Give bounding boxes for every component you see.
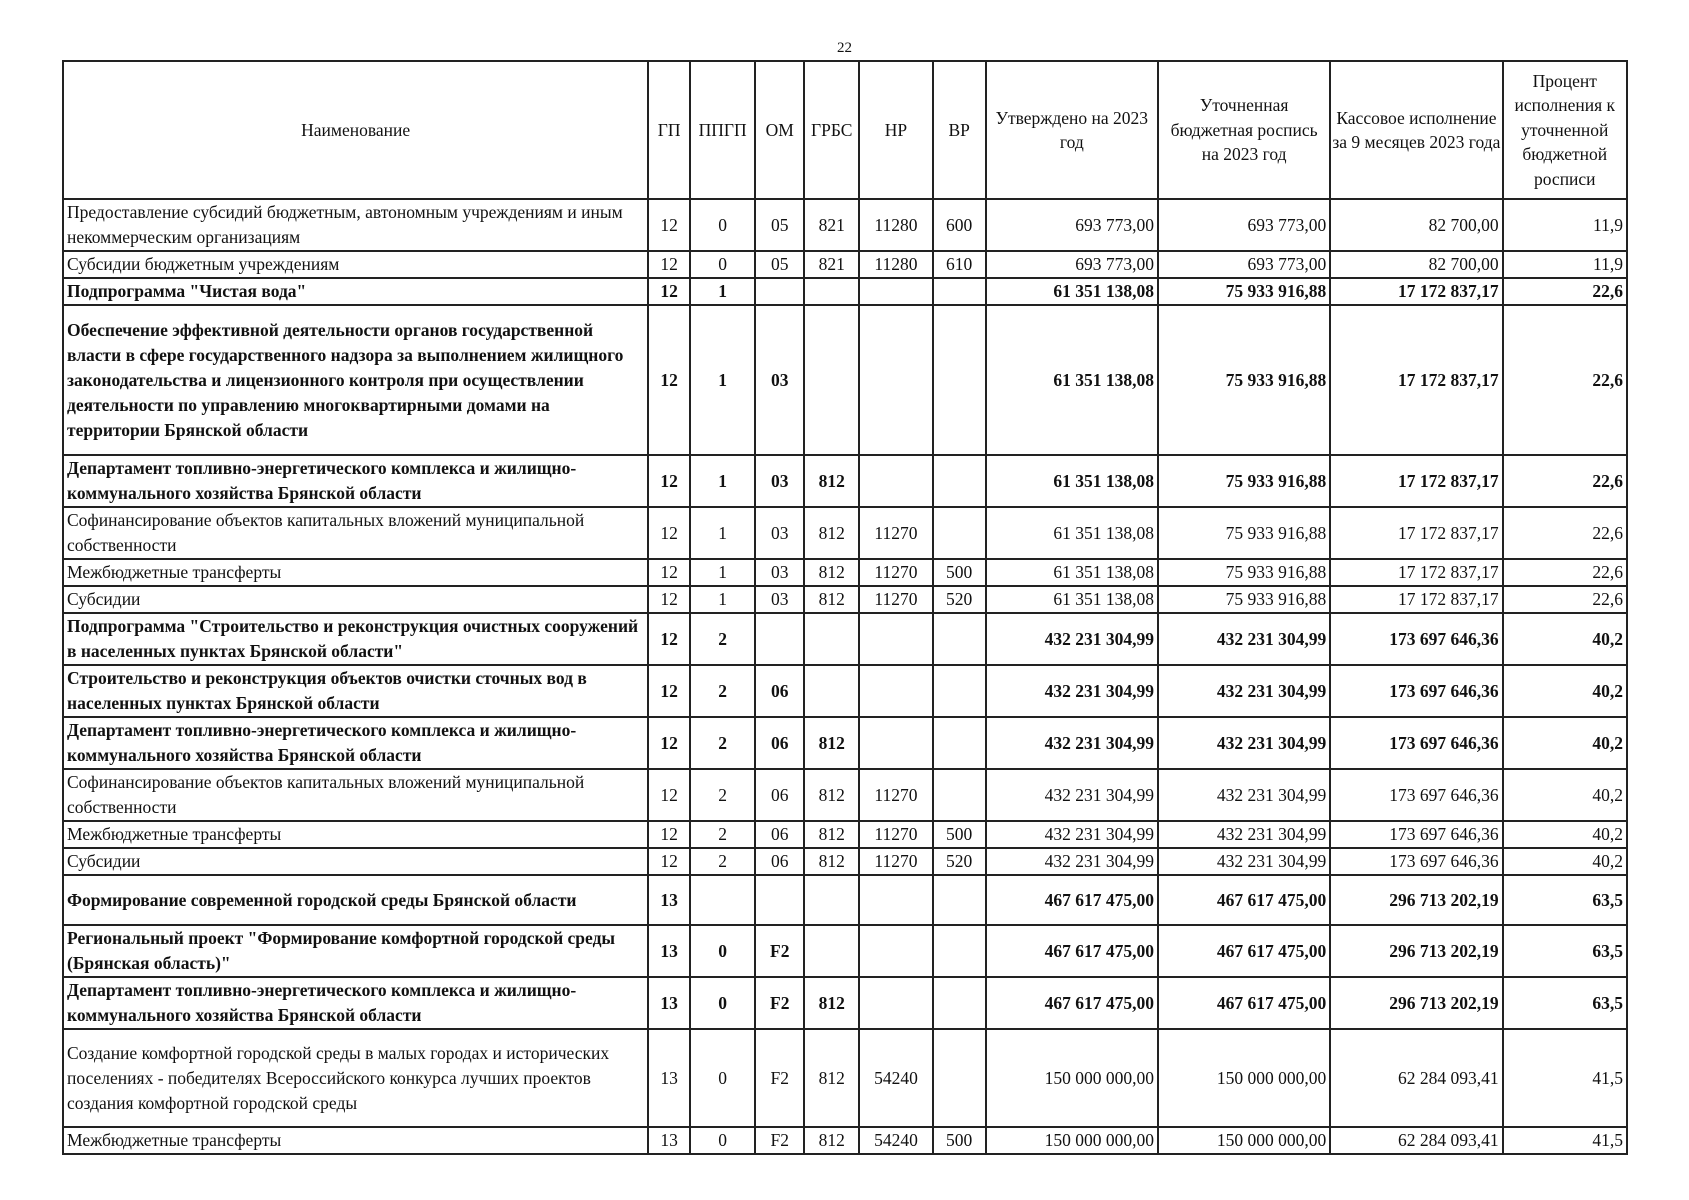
cell-om: 06: [755, 821, 804, 848]
cell-approved: 150 000 000,00: [986, 1127, 1158, 1154]
cell-nr: 11280: [859, 251, 932, 278]
cell-grbs: 812: [804, 1127, 859, 1154]
cell-om: 05: [755, 199, 804, 251]
cell-gp: 12: [648, 769, 690, 821]
cell-cash: 173 697 646,36: [1330, 848, 1502, 875]
header-grbs: ГРБС: [804, 61, 859, 199]
cell-ppgp: 2: [690, 717, 755, 769]
cell-vr: [933, 613, 986, 665]
cell-gp: 13: [648, 977, 690, 1029]
cell-vr: [933, 507, 986, 559]
cell-refined: 432 231 304,99: [1158, 769, 1330, 821]
cell-percent: 41,5: [1503, 1127, 1627, 1154]
cell-om: F2: [755, 925, 804, 977]
cell-name: Межбюджетные трансферты: [63, 559, 648, 586]
cell-ppgp: 1: [690, 278, 755, 305]
cell-cash: 17 172 837,17: [1330, 559, 1502, 586]
cell-ppgp: 0: [690, 251, 755, 278]
cell-om: 03: [755, 507, 804, 559]
cell-name: Субсидии: [63, 586, 648, 613]
cell-om: F2: [755, 1029, 804, 1127]
cell-grbs: 812: [804, 559, 859, 586]
cell-ppgp: 1: [690, 586, 755, 613]
cell-refined: 75 933 916,88: [1158, 586, 1330, 613]
cell-vr: [933, 1029, 986, 1127]
cell-approved: 61 351 138,08: [986, 507, 1158, 559]
header-ppgp: ППГП: [690, 61, 755, 199]
cell-nr: [859, 455, 932, 507]
header-percent: Процент исполнения к уточненной бюджетной росписи: [1503, 61, 1627, 199]
cell-name: Региональный проект "Формирование комфортной городской среды (Брянская область)": [63, 925, 648, 977]
header-gp: ГП: [648, 61, 690, 199]
cell-nr: 11270: [859, 586, 932, 613]
table-row: [63, 507, 1627, 559]
cell-percent: 63,5: [1503, 925, 1627, 977]
cell-om: 06: [755, 665, 804, 717]
cell-percent: 11,9: [1503, 251, 1627, 278]
cell-nr: 11270: [859, 821, 932, 848]
cell-gp: 12: [648, 586, 690, 613]
cell-nr: [859, 875, 932, 925]
table-row: [63, 769, 1627, 821]
cell-grbs: [804, 665, 859, 717]
table-row: [63, 586, 1627, 613]
cell-percent: 40,2: [1503, 665, 1627, 717]
cell-cash: 173 697 646,36: [1330, 613, 1502, 665]
cell-cash: 296 713 202,19: [1330, 875, 1502, 925]
cell-refined: 432 231 304,99: [1158, 717, 1330, 769]
cell-om: 06: [755, 717, 804, 769]
cell-nr: 54240: [859, 1029, 932, 1127]
header-om: ОМ: [755, 61, 804, 199]
cell-name: Департамент топливно-энергетического комплекса и жилищно-коммунального хозяйства Брянской области: [63, 717, 648, 769]
cell-vr: [933, 305, 986, 455]
table-row: [63, 559, 1627, 586]
cell-vr: [933, 665, 986, 717]
cell-percent: 40,2: [1503, 717, 1627, 769]
cell-approved: 61 351 138,08: [986, 559, 1158, 586]
cell-vr: [933, 278, 986, 305]
cell-grbs: 821: [804, 251, 859, 278]
cell-refined: 75 933 916,88: [1158, 559, 1330, 586]
cell-percent: 22,6: [1503, 507, 1627, 559]
header-approved: Утверждено на 2023 год: [986, 61, 1158, 199]
table-row: [63, 1029, 1627, 1127]
cell-percent: 22,6: [1503, 455, 1627, 507]
cell-ppgp: [690, 875, 755, 925]
cell-percent: 41,5: [1503, 1029, 1627, 1127]
cell-refined: 150 000 000,00: [1158, 1029, 1330, 1127]
table-row: [63, 1127, 1627, 1154]
cell-percent: 22,6: [1503, 305, 1627, 455]
cell-approved: 61 351 138,08: [986, 305, 1158, 455]
cell-gp: 12: [648, 665, 690, 717]
cell-grbs: 812: [804, 848, 859, 875]
cell-name: Подпрограмма "Строительство и реконструкция очистных сооружений в населенных пунктах Брянской области": [63, 613, 648, 665]
cell-vr: [933, 977, 986, 1029]
cell-grbs: 812: [804, 717, 859, 769]
cell-nr: 11270: [859, 769, 932, 821]
cell-cash: 17 172 837,17: [1330, 278, 1502, 305]
cell-name: Департамент топливно-энергетического комплекса и жилищно-коммунального хозяйства Брянской области: [63, 455, 648, 507]
cell-vr: 600: [933, 199, 986, 251]
header-vr: ВР: [933, 61, 986, 199]
table-row: [63, 305, 1627, 455]
cell-name: Межбюджетные трансферты: [63, 1127, 648, 1154]
cell-gp: 12: [648, 507, 690, 559]
cell-cash: 17 172 837,17: [1330, 586, 1502, 613]
cell-ppgp: 0: [690, 1029, 755, 1127]
header-nr: НР: [859, 61, 932, 199]
cell-approved: 693 773,00: [986, 251, 1158, 278]
cell-grbs: 812: [804, 507, 859, 559]
cell-om: 06: [755, 848, 804, 875]
table-row: [63, 278, 1627, 305]
cell-vr: 520: [933, 586, 986, 613]
cell-gp: 12: [648, 251, 690, 278]
cell-gp: 12: [648, 717, 690, 769]
cell-om: 05: [755, 251, 804, 278]
cell-gp: 12: [648, 821, 690, 848]
cell-percent: 40,2: [1503, 769, 1627, 821]
cell-cash: 82 700,00: [1330, 199, 1502, 251]
header-cash: Кассовое исполнение за 9 месяцев 2023 года: [1330, 61, 1502, 199]
cell-vr: [933, 717, 986, 769]
cell-refined: 432 231 304,99: [1158, 821, 1330, 848]
cell-nr: [859, 278, 932, 305]
cell-approved: 432 231 304,99: [986, 848, 1158, 875]
cell-ppgp: 2: [690, 821, 755, 848]
cell-om: 03: [755, 455, 804, 507]
cell-approved: 61 351 138,08: [986, 278, 1158, 305]
header-name: Наименование: [63, 61, 648, 199]
cell-cash: 17 172 837,17: [1330, 455, 1502, 507]
cell-refined: 693 773,00: [1158, 251, 1330, 278]
cell-gp: 12: [648, 613, 690, 665]
cell-nr: [859, 305, 932, 455]
cell-gp: 12: [648, 305, 690, 455]
cell-cash: 173 697 646,36: [1330, 665, 1502, 717]
table-header-row: [63, 61, 1627, 199]
cell-ppgp: 1: [690, 455, 755, 507]
cell-vr: 500: [933, 559, 986, 586]
cell-grbs: [804, 613, 859, 665]
cell-ppgp: 2: [690, 613, 755, 665]
cell-refined: 467 617 475,00: [1158, 875, 1330, 925]
cell-name: Обеспечение эффективной деятельности органов государственной власти в сфере государственного надзора за выполнением жилищного законодательства и лицензионного контроля при осуществлении деятельности по управлению многоквартирными домами на территории Брянской области: [63, 305, 648, 455]
cell-ppgp: 1: [690, 507, 755, 559]
cell-nr: [859, 717, 932, 769]
cell-nr: 54240: [859, 1127, 932, 1154]
cell-refined: 75 933 916,88: [1158, 305, 1330, 455]
cell-ppgp: 1: [690, 559, 755, 586]
cell-grbs: 812: [804, 586, 859, 613]
cell-refined: 432 231 304,99: [1158, 665, 1330, 717]
table-row: [63, 251, 1627, 278]
cell-cash: 62 284 093,41: [1330, 1029, 1502, 1127]
cell-nr: 11270: [859, 507, 932, 559]
cell-refined: 75 933 916,88: [1158, 278, 1330, 305]
table-row: [63, 977, 1627, 1029]
cell-cash: 82 700,00: [1330, 251, 1502, 278]
cell-cash: 62 284 093,41: [1330, 1127, 1502, 1154]
cell-name: Подпрограмма "Чистая вода": [63, 278, 648, 305]
table-row: [63, 875, 1627, 925]
cell-vr: [933, 455, 986, 507]
cell-ppgp: 0: [690, 925, 755, 977]
cell-om: [755, 875, 804, 925]
cell-nr: 11270: [859, 848, 932, 875]
cell-nr: 11270: [859, 559, 932, 586]
cell-name: Создание комфортной городской среды в малых городах и исторических поселениях - победителях Всероссийского конкурса лучших проектов создания комфортной городской среды: [63, 1029, 648, 1127]
cell-percent: 11,9: [1503, 199, 1627, 251]
table-row: [63, 821, 1627, 848]
cell-approved: 467 617 475,00: [986, 977, 1158, 1029]
cell-percent: 22,6: [1503, 278, 1627, 305]
cell-refined: 467 617 475,00: [1158, 925, 1330, 977]
cell-om: F2: [755, 1127, 804, 1154]
cell-cash: 296 713 202,19: [1330, 977, 1502, 1029]
cell-approved: 432 231 304,99: [986, 821, 1158, 848]
cell-vr: [933, 769, 986, 821]
cell-name: Субсидии: [63, 848, 648, 875]
cell-name: Строительство и реконструкция объектов очистки сточных вод в населенных пунктах Брянской области: [63, 665, 648, 717]
cell-grbs: 812: [804, 1029, 859, 1127]
budget-table: [62, 60, 1628, 1155]
table-row: [63, 848, 1627, 875]
cell-name: Формирование современной городской среды Брянской области: [63, 875, 648, 925]
cell-cash: 173 697 646,36: [1330, 717, 1502, 769]
cell-percent: 22,6: [1503, 586, 1627, 613]
cell-nr: [859, 613, 932, 665]
cell-gp: 13: [648, 1127, 690, 1154]
cell-percent: 40,2: [1503, 848, 1627, 875]
cell-refined: 150 000 000,00: [1158, 1127, 1330, 1154]
cell-gp: 13: [648, 875, 690, 925]
cell-grbs: [804, 278, 859, 305]
cell-approved: 432 231 304,99: [986, 665, 1158, 717]
cell-grbs: [804, 875, 859, 925]
table-row: [63, 199, 1627, 251]
cell-approved: 432 231 304,99: [986, 613, 1158, 665]
cell-gp: 12: [648, 278, 690, 305]
cell-refined: 75 933 916,88: [1158, 507, 1330, 559]
table-row: [63, 665, 1627, 717]
cell-refined: 693 773,00: [1158, 199, 1330, 251]
table-row: [63, 613, 1627, 665]
cell-grbs: [804, 305, 859, 455]
cell-cash: 173 697 646,36: [1330, 769, 1502, 821]
cell-gp: 13: [648, 1029, 690, 1127]
page-number: 22: [837, 40, 852, 56]
cell-vr: 500: [933, 821, 986, 848]
cell-cash: 173 697 646,36: [1330, 821, 1502, 848]
cell-gp: 12: [648, 559, 690, 586]
cell-name: Софинансирование объектов капитальных вложений муниципальной собственности: [63, 769, 648, 821]
cell-name: Межбюджетные трансферты: [63, 821, 648, 848]
cell-percent: 63,5: [1503, 875, 1627, 925]
cell-refined: 75 933 916,88: [1158, 455, 1330, 507]
cell-grbs: 812: [804, 455, 859, 507]
cell-ppgp: 0: [690, 977, 755, 1029]
cell-approved: 150 000 000,00: [986, 1029, 1158, 1127]
cell-percent: 40,2: [1503, 821, 1627, 848]
cell-percent: 40,2: [1503, 613, 1627, 665]
cell-name: Софинансирование объектов капитальных вложений муниципальной собственности: [63, 507, 648, 559]
cell-approved: 432 231 304,99: [986, 769, 1158, 821]
cell-approved: 467 617 475,00: [986, 925, 1158, 977]
cell-grbs: 812: [804, 977, 859, 1029]
cell-ppgp: 2: [690, 665, 755, 717]
cell-approved: 467 617 475,00: [986, 875, 1158, 925]
header-refined: Уточненная бюджетная роспись на 2023 год: [1158, 61, 1330, 199]
table-row: [63, 925, 1627, 977]
cell-vr: [933, 925, 986, 977]
cell-approved: 61 351 138,08: [986, 455, 1158, 507]
table-row: [63, 455, 1627, 507]
cell-nr: [859, 925, 932, 977]
cell-cash: 17 172 837,17: [1330, 305, 1502, 455]
cell-ppgp: 0: [690, 1127, 755, 1154]
cell-gp: 12: [648, 848, 690, 875]
cell-percent: 63,5: [1503, 977, 1627, 1029]
cell-om: [755, 278, 804, 305]
cell-name: Предоставление субсидий бюджетным, автономным учреждениям и иным некоммерческим организациям: [63, 199, 648, 251]
cell-refined: 467 617 475,00: [1158, 977, 1330, 1029]
cell-gp: 12: [648, 455, 690, 507]
cell-grbs: 821: [804, 199, 859, 251]
cell-vr: 500: [933, 1127, 986, 1154]
cell-cash: 296 713 202,19: [1330, 925, 1502, 977]
cell-om: 06: [755, 769, 804, 821]
cell-vr: 610: [933, 251, 986, 278]
cell-ppgp: 0: [690, 199, 755, 251]
cell-nr: [859, 977, 932, 1029]
cell-cash: 17 172 837,17: [1330, 507, 1502, 559]
cell-name: Субсидии бюджетным учреждениям: [63, 251, 648, 278]
cell-om: 03: [755, 559, 804, 586]
cell-ppgp: 2: [690, 848, 755, 875]
cell-approved: 693 773,00: [986, 199, 1158, 251]
cell-ppgp: 2: [690, 769, 755, 821]
cell-vr: [933, 875, 986, 925]
cell-om: 03: [755, 586, 804, 613]
cell-gp: 13: [648, 925, 690, 977]
cell-om: [755, 613, 804, 665]
cell-name: Департамент топливно-энергетического комплекса и жилищно-коммунального хозяйства Брянской области: [63, 977, 648, 1029]
cell-om: 03: [755, 305, 804, 455]
cell-grbs: 812: [804, 769, 859, 821]
cell-grbs: 812: [804, 821, 859, 848]
cell-refined: 432 231 304,99: [1158, 613, 1330, 665]
table-row: [63, 717, 1627, 769]
cell-grbs: [804, 925, 859, 977]
cell-approved: 61 351 138,08: [986, 586, 1158, 613]
cell-vr: 520: [933, 848, 986, 875]
cell-percent: 22,6: [1503, 559, 1627, 586]
cell-nr: 11280: [859, 199, 932, 251]
cell-approved: 432 231 304,99: [986, 717, 1158, 769]
cell-refined: 432 231 304,99: [1158, 848, 1330, 875]
cell-om: F2: [755, 977, 804, 1029]
cell-nr: [859, 665, 932, 717]
cell-ppgp: 1: [690, 305, 755, 455]
cell-gp: 12: [648, 199, 690, 251]
